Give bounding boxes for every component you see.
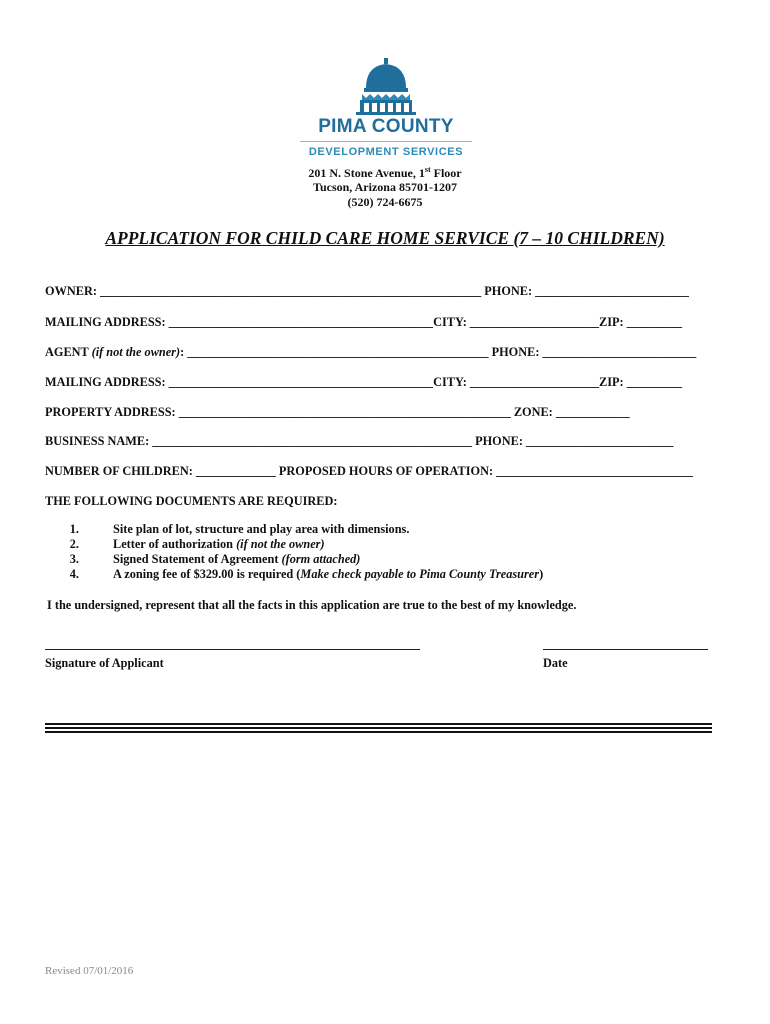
address-line-2: Tucson, Arizona 85701-1207 [313, 180, 457, 194]
hours-label: PROPOSED HOURS OF OPERATION: [278, 464, 494, 478]
owner-mailing-row[interactable]: MAILING ADDRESS: ___________________________________________CITY: _____________________ZIP: _________ [45, 315, 683, 329]
owner-label: OWNER: [45, 284, 97, 298]
zip-label: ZIP: [599, 315, 624, 329]
zip-label: ZIP: [599, 375, 624, 389]
signature-label: Signature of Applicant [45, 656, 164, 670]
date-label: Date [543, 656, 568, 670]
city-label: CITY: [433, 315, 467, 329]
divider-rule [45, 731, 712, 733]
business-name-label: BUSINESS NAME: [45, 434, 150, 448]
declaration-text: I the undersigned, represent that all the facts in this application are true to the best of my knowledge. [47, 598, 577, 612]
logo-divider [300, 141, 472, 142]
mailing-address-label: MAILING ADDRESS: [45, 375, 166, 389]
address-phone: (520) 724-6675 [347, 195, 423, 209]
mailing-address-label: MAILING ADDRESS: [45, 315, 166, 329]
agent-phone-label: PHONE: [491, 345, 540, 359]
date-line[interactable] [543, 649, 708, 650]
divider-rule [45, 727, 712, 729]
address-line-1: 201 N. Stone Avenue, 1st Floor [308, 165, 462, 180]
divider-rule [45, 723, 712, 725]
zone-label: ZONE: [513, 405, 553, 419]
agent-label: AGENT [45, 345, 89, 359]
children-label: NUMBER OF CHILDREN: [45, 464, 193, 478]
revised-date: Revised 07/01/2016 [45, 965, 134, 977]
children-hours-row[interactable]: NUMBER OF CHILDREN: _____________ PROPOSED HOURS OF OPERATION: ________________________________ [45, 464, 693, 478]
owner-phone-label: PHONE: [484, 284, 533, 298]
agent-mailing-row[interactable]: MAILING ADDRESS: ___________________________________________CITY: _____________________ZIP: _________ [45, 375, 683, 389]
city-label: CITY: [433, 375, 467, 389]
business-phone-label: PHONE: [475, 434, 523, 448]
agent-row[interactable]: AGENT (if not the owner): _________________________________________________ PHONE: _________________________ [45, 345, 697, 359]
property-row[interactable]: PROPERTY ADDRESS: ______________________________________________________ ZONE: ____________ [45, 405, 630, 419]
owner-row[interactable]: OWNER: ______________________________________________________________ PHONE: _________________________ [45, 284, 689, 298]
form-title: APPLICATION FOR CHILD CARE HOME SERVICE (7 – 10 CHILDREN) [105, 228, 665, 248]
docs-heading: THE FOLLOWING DOCUMENTS ARE REQUIRED: [45, 494, 338, 508]
business-row[interactable]: BUSINESS NAME: ____________________________________________________ PHONE: ________________________ [45, 434, 674, 448]
org-department: DEVELOPMENT SERVICES [308, 146, 464, 158]
agent-note: (if not the owner) [91, 345, 181, 359]
signature-line[interactable] [45, 649, 420, 650]
org-name: PIMA COUNTY [318, 116, 454, 137]
property-address-label: PROPERTY ADDRESS: [45, 405, 176, 419]
